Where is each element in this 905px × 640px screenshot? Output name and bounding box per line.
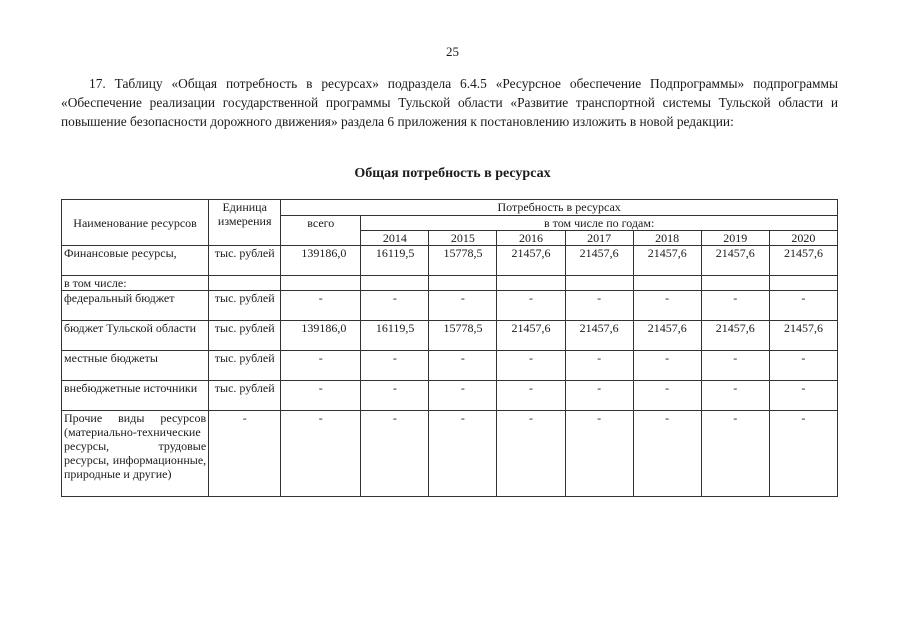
row-year-value: 21457,6 xyxy=(497,246,565,276)
row-year-value: 21457,6 xyxy=(769,246,837,276)
row-year-value: - xyxy=(429,291,497,321)
row-unit: тыс. рублей xyxy=(209,291,281,321)
row-year-value: 21457,6 xyxy=(633,321,701,351)
row-total: 139186,0 xyxy=(281,246,361,276)
table-row xyxy=(62,321,838,351)
row-year-value xyxy=(633,276,701,291)
header-unit: Единица измерения xyxy=(209,200,281,246)
row-year-value: - xyxy=(769,381,837,411)
row-year-value: - xyxy=(701,291,769,321)
table-row xyxy=(62,291,838,321)
resources-table xyxy=(61,199,838,497)
table-row xyxy=(62,351,838,381)
table-title: Общая потребность в ресурсах xyxy=(354,166,551,181)
row-year-value xyxy=(361,276,429,291)
row-year-value xyxy=(769,276,837,291)
row-year-value: 21457,6 xyxy=(769,321,837,351)
year-header: 2014 xyxy=(361,231,429,246)
row-year-value: - xyxy=(701,381,769,411)
row-year-value: - xyxy=(633,351,701,381)
row-year-value: 16119,5 xyxy=(361,246,429,276)
row-year-value: - xyxy=(429,351,497,381)
table-row xyxy=(62,381,838,411)
year-header: 2015 xyxy=(429,231,497,246)
row-year-value: - xyxy=(361,381,429,411)
row-year-value: - xyxy=(701,411,769,497)
row-name: бюджет Тульской области xyxy=(62,321,209,351)
row-year-value: - xyxy=(769,291,837,321)
row-name: в том числе: xyxy=(62,276,209,291)
row-year-value xyxy=(429,276,497,291)
row-year-value: - xyxy=(565,411,633,497)
row-year-value: - xyxy=(497,351,565,381)
year-header: 2016 xyxy=(497,231,565,246)
row-year-value: - xyxy=(565,381,633,411)
row-unit: тыс. рублей xyxy=(209,381,281,411)
row-total: - xyxy=(281,381,361,411)
table-row xyxy=(62,246,838,276)
header-row-1 xyxy=(62,200,838,216)
row-year-value: 21457,6 xyxy=(701,321,769,351)
row-year-value: - xyxy=(565,351,633,381)
row-name: Прочие виды ресурсов (материально-технические ресурсы, трудовые ресурсы, информационные, природные и другие) xyxy=(62,411,209,497)
row-year-value xyxy=(565,276,633,291)
row-year-value: - xyxy=(701,351,769,381)
table-row xyxy=(62,411,838,497)
row-year-value xyxy=(497,276,565,291)
row-name: местные бюджеты xyxy=(62,351,209,381)
row-year-value: - xyxy=(633,381,701,411)
row-name: внебюджетные источники xyxy=(62,381,209,411)
row-year-value: 15778,5 xyxy=(429,246,497,276)
table-row xyxy=(62,276,838,291)
row-total xyxy=(281,276,361,291)
row-year-value: 21457,6 xyxy=(565,246,633,276)
row-year-value: - xyxy=(565,291,633,321)
row-unit: тыс. рублей xyxy=(209,351,281,381)
header-by-years: в том числе по годам: xyxy=(361,216,838,231)
row-total: - xyxy=(281,411,361,497)
row-unit: - xyxy=(209,411,281,497)
row-year-value: - xyxy=(429,381,497,411)
row-total: - xyxy=(281,351,361,381)
row-year-value: - xyxy=(497,381,565,411)
row-unit: тыс. рублей xyxy=(209,246,281,276)
header-resource-name: Наименование ресурсов xyxy=(62,200,209,246)
row-year-value: - xyxy=(361,291,429,321)
row-total: 139186,0 xyxy=(281,321,361,351)
row-year-value xyxy=(701,276,769,291)
intro-paragraph: 17. Таблицу «Общая потребность в ресурсах» подраздела 6.4.5 «Ресурсное обеспечение Подпрограммы» подпрограммы «Обеспечение реализации государственной программы Тульской области «Развитие транспортной системы Тульской области и повышение безопасности дорожного движения» раздела 6 приложения к постановлению изложить в новой редакции: xyxy=(61,76,838,129)
header-total: всего xyxy=(281,216,361,246)
row-unit: тыс. рублей xyxy=(209,321,281,351)
row-year-value: - xyxy=(361,411,429,497)
year-header: 2017 xyxy=(565,231,633,246)
row-name: Финансовые ресурсы, xyxy=(62,246,209,276)
row-year-value: - xyxy=(633,291,701,321)
row-unit xyxy=(209,276,281,291)
year-header: 2019 xyxy=(701,231,769,246)
page-number: 25 xyxy=(446,44,459,59)
row-year-value: 21457,6 xyxy=(565,321,633,351)
row-year-value: 21457,6 xyxy=(497,321,565,351)
row-year-value: - xyxy=(769,411,837,497)
row-year-value: - xyxy=(429,411,497,497)
row-year-value: 15778,5 xyxy=(429,321,497,351)
row-year-value: - xyxy=(361,351,429,381)
year-header: 2020 xyxy=(769,231,837,246)
row-total: - xyxy=(281,291,361,321)
row-year-value: - xyxy=(633,411,701,497)
row-name: федеральный бюджет xyxy=(62,291,209,321)
row-year-value: - xyxy=(497,411,565,497)
row-year-value: 21457,6 xyxy=(701,246,769,276)
row-year-value: - xyxy=(769,351,837,381)
header-need: Потребность в ресурсах xyxy=(281,200,838,216)
row-year-value: - xyxy=(497,291,565,321)
row-year-value: 16119,5 xyxy=(361,321,429,351)
year-header: 2018 xyxy=(633,231,701,246)
row-year-value: 21457,6 xyxy=(633,246,701,276)
